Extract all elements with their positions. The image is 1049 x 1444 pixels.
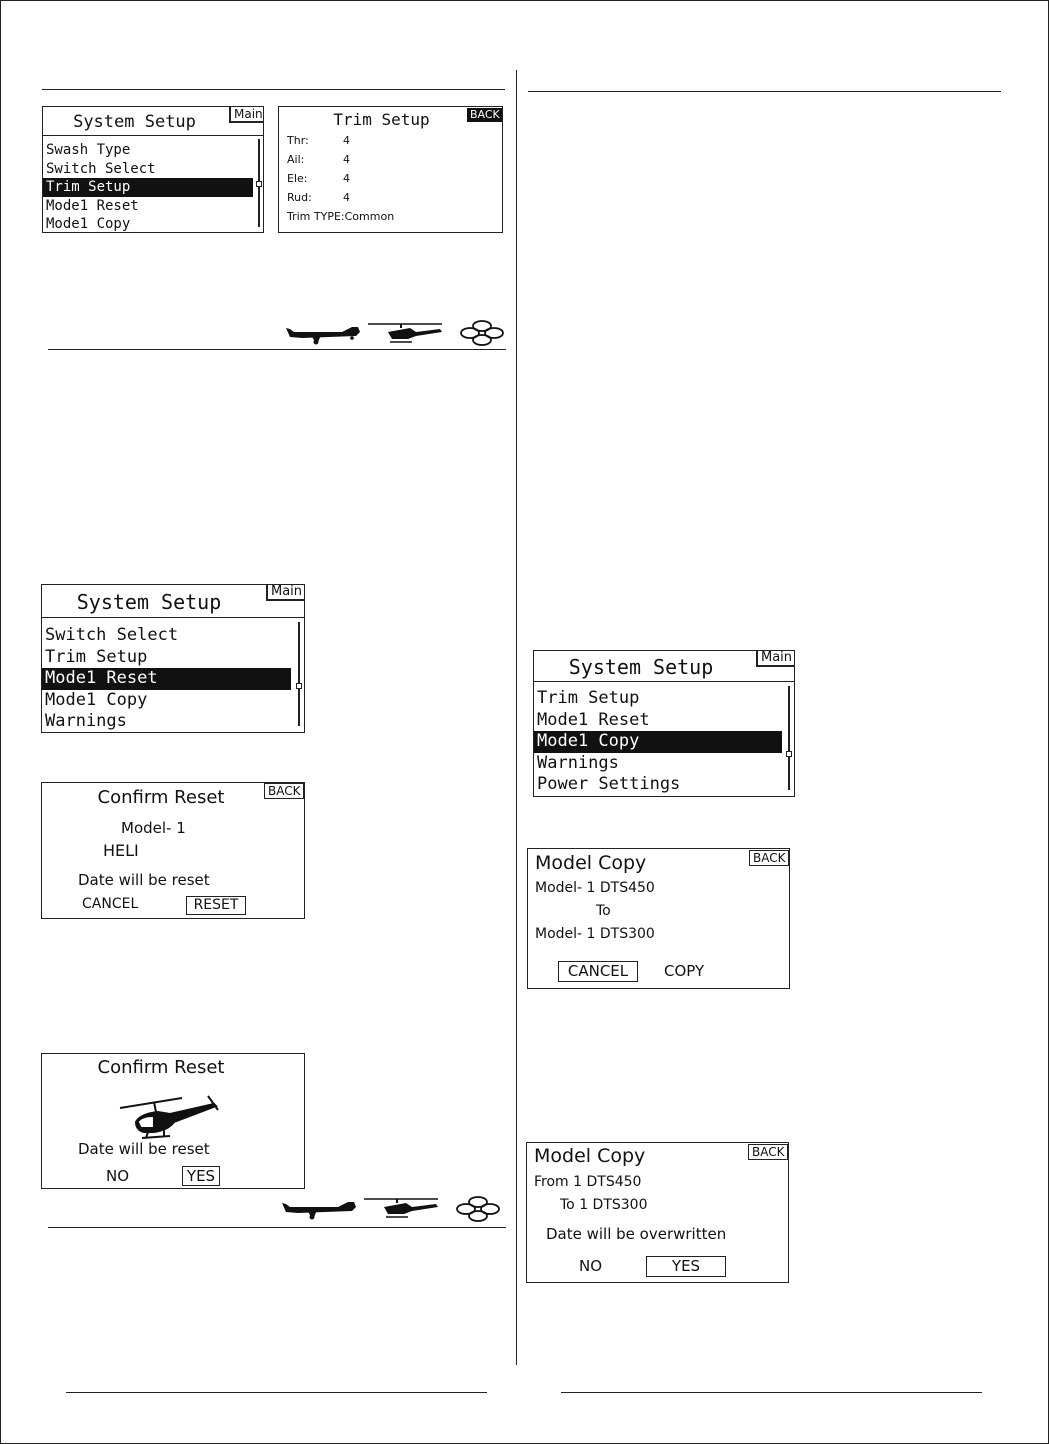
airplane-icon (282, 1202, 356, 1220)
menu-item[interactable]: Switch Select (46, 160, 156, 177)
menu-item[interactable]: Mode1 Reset (46, 197, 139, 214)
main-tab[interactable]: Main (266, 585, 305, 601)
helicopter-icon (118, 1092, 222, 1142)
to-label: To (596, 903, 611, 919)
airplane-icon (286, 327, 360, 345)
menu-item[interactable]: Switch Select (45, 625, 179, 645)
model-type-icons-2 (280, 1195, 504, 1225)
trim-setup-screen (278, 106, 503, 233)
trim-label-ail: Ail: (287, 153, 305, 166)
screen-title: Confirm Reset (97, 1057, 225, 1078)
no-button[interactable]: NO (106, 1167, 130, 1185)
quadcopter-icon (457, 1197, 499, 1221)
trim-label-rud: Rud: (287, 191, 312, 204)
menu-item-selected[interactable]: Mode1 Copy (534, 731, 782, 753)
model-type-icons (282, 318, 506, 348)
menu-item-selected[interactable]: Mode1 Reset (42, 668, 291, 690)
trim-type-label: Trim TYPE:Common (287, 210, 395, 223)
reset-message: Date will be reset (78, 871, 210, 889)
reset-message: Date will be reset (78, 1140, 210, 1158)
reset-button[interactable]: RESET (186, 896, 246, 915)
trim-value-thr: 4 (343, 134, 350, 147)
trim-value-rud: 4 (343, 191, 350, 204)
scrollbar-thumb[interactable] (296, 683, 302, 689)
menu-list (534, 688, 782, 796)
target-model: Model- 1 DTS300 (535, 926, 655, 942)
menu-item[interactable]: Power Settings (537, 774, 681, 794)
scrollbar-thumb[interactable] (786, 751, 792, 757)
yes-button[interactable]: YES (182, 1166, 220, 1186)
back-button[interactable]: BACK (264, 783, 304, 799)
model-copy-confirm-screen (526, 1142, 789, 1283)
back-button[interactable]: BACK (748, 1144, 788, 1160)
trim-value-ele: 4 (343, 172, 350, 185)
system-setup-screen-3 (533, 650, 795, 797)
model-number: Model- 1 (121, 819, 186, 837)
menu-item[interactable]: Mode1 Copy (46, 216, 131, 232)
left-top-rule (42, 89, 505, 90)
source-model: Model- 1 DTS450 (535, 880, 655, 896)
left-section-rule-2 (48, 1227, 506, 1228)
menu-item[interactable]: Mode1 Reset (537, 709, 650, 730)
right-bottom-rule (561, 1392, 982, 1393)
screen-title: Confirm Reset (97, 787, 225, 808)
menu-list (42, 625, 291, 733)
title-divider (43, 135, 263, 136)
quadcopter-icon (461, 321, 503, 345)
back-button[interactable]: BACK (467, 108, 503, 122)
confirm-reset-screen-2 (41, 1053, 305, 1189)
screen-title: Trim Setup (333, 110, 430, 129)
system-setup-screen-2 (41, 584, 305, 733)
screen-title: Model Copy (534, 1145, 646, 1167)
screen-title: System Setup (568, 655, 714, 679)
scrollbar[interactable] (298, 622, 300, 726)
screen-title: System Setup (73, 112, 196, 132)
menu-item[interactable]: Warnings (45, 711, 127, 731)
screen-title: Model Copy (535, 852, 647, 874)
left-section-rule (48, 349, 506, 350)
trim-label-ele: Ele: (287, 172, 308, 185)
copy-button[interactable]: COPY (664, 962, 705, 980)
title-divider (42, 617, 304, 618)
menu-item[interactable]: Swash Type (46, 142, 131, 158)
no-button[interactable]: NO (579, 1257, 603, 1275)
model-type: HELI (103, 841, 139, 860)
menu-item[interactable]: Trim Setup (45, 646, 148, 667)
main-tab[interactable]: Main (229, 107, 264, 123)
scrollbar-thumb[interactable] (256, 181, 262, 187)
overwrite-message: Date will be overwritten (546, 1225, 727, 1243)
menu-item-selected[interactable]: Trim Setup (43, 178, 253, 197)
trim-label-thr: Thr: (287, 134, 309, 147)
target-model: To 1 DTS300 (560, 1197, 648, 1213)
column-divider (516, 70, 517, 1365)
source-model: From 1 DTS450 (534, 1174, 642, 1190)
back-button[interactable]: BACK (749, 850, 789, 866)
right-top-rule (528, 91, 1001, 92)
menu-item[interactable]: Warnings (537, 752, 619, 773)
title-divider (534, 681, 794, 682)
yes-button[interactable]: YES (646, 1256, 726, 1277)
helicopter-icon (364, 1199, 438, 1217)
system-setup-screen-1 (42, 106, 264, 233)
cancel-button[interactable]: CANCEL (558, 961, 638, 982)
scrollbar[interactable] (788, 686, 790, 790)
model-copy-screen (527, 848, 790, 989)
confirm-reset-screen (41, 782, 305, 919)
cancel-button[interactable]: CANCEL (82, 896, 139, 912)
screen-title: System Setup (76, 590, 222, 614)
menu-list (43, 141, 253, 233)
left-bottom-rule (66, 1392, 487, 1393)
main-tab[interactable]: Main (756, 651, 795, 667)
trim-value-ail: 4 (343, 153, 350, 166)
menu-item[interactable]: Trim Setup (537, 688, 640, 708)
menu-item[interactable]: Mode1 Copy (45, 689, 148, 710)
helicopter-icon (368, 324, 442, 342)
